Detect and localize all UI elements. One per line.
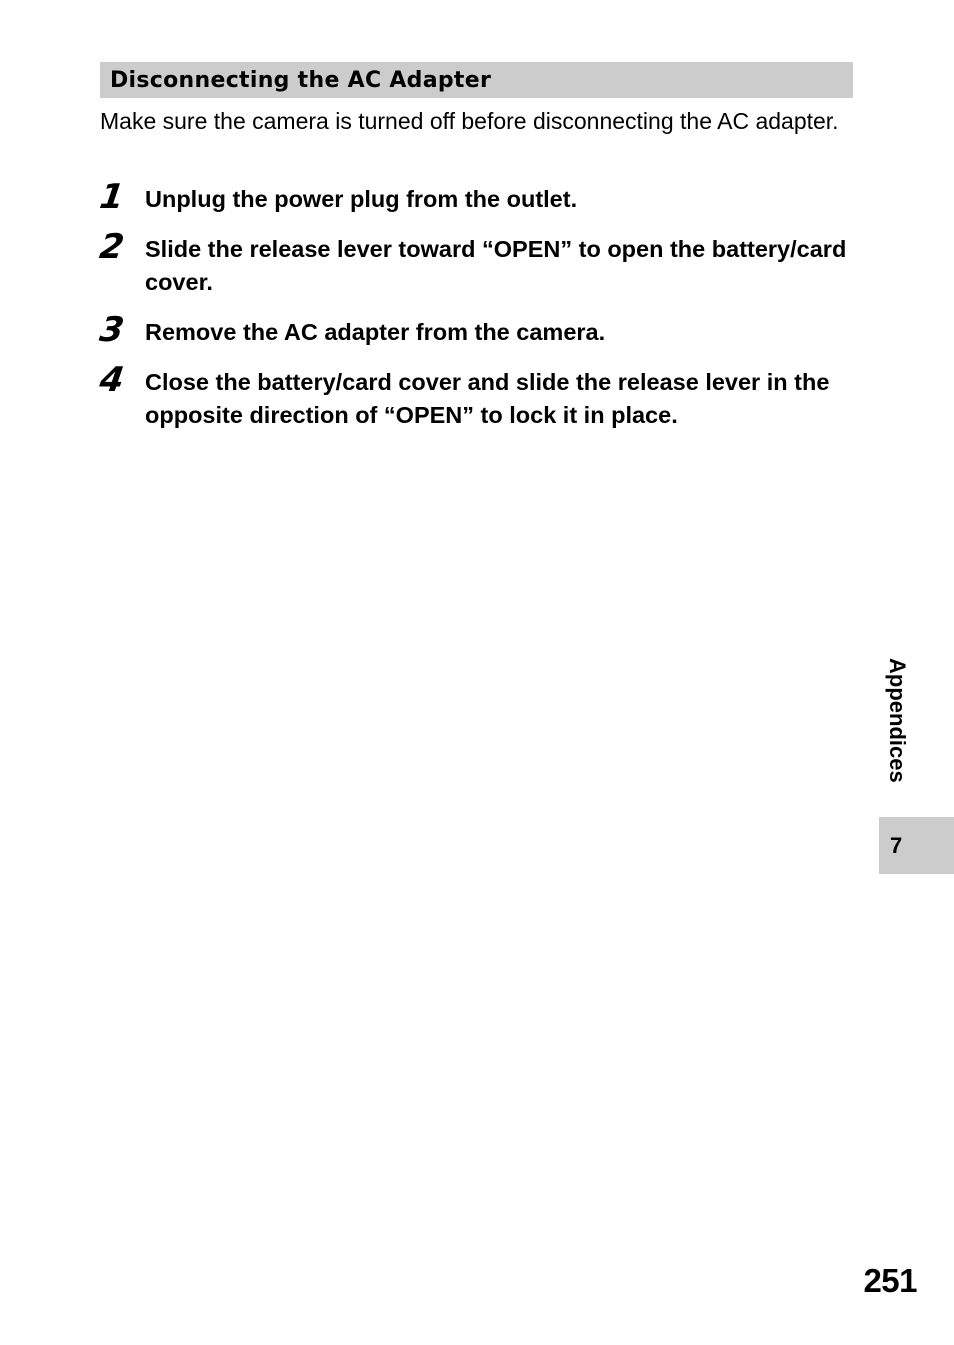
step-number: 2	[97, 227, 127, 267]
chapter-number: 7	[890, 832, 903, 858]
section-title: Disconnecting the AC Adapter	[110, 67, 492, 93]
step-number: 1	[97, 177, 127, 217]
step-text: Remove the AC adapter from the camera.	[145, 319, 606, 345]
chapter-side-label	[882, 658, 918, 808]
step-number: 4	[97, 360, 127, 400]
section-header	[100, 62, 853, 98]
intro-paragraph: Make sure the camera is turned off before disconnecting the AC adapter.	[100, 108, 839, 134]
step-number: 3	[97, 310, 127, 350]
step-text: Close the battery/card cover and slide the release lever in the opposite direction of “OPEN” to lock it in place.	[145, 369, 830, 428]
chapter-label: Appendices	[885, 658, 910, 783]
page-number: 251	[863, 1262, 917, 1299]
step-text: Unplug the power plug from the outlet.	[145, 186, 578, 212]
step-text: Slide the release lever toward “OPEN” to open the battery/card cover.	[145, 236, 847, 295]
chapter-tab	[879, 817, 954, 874]
